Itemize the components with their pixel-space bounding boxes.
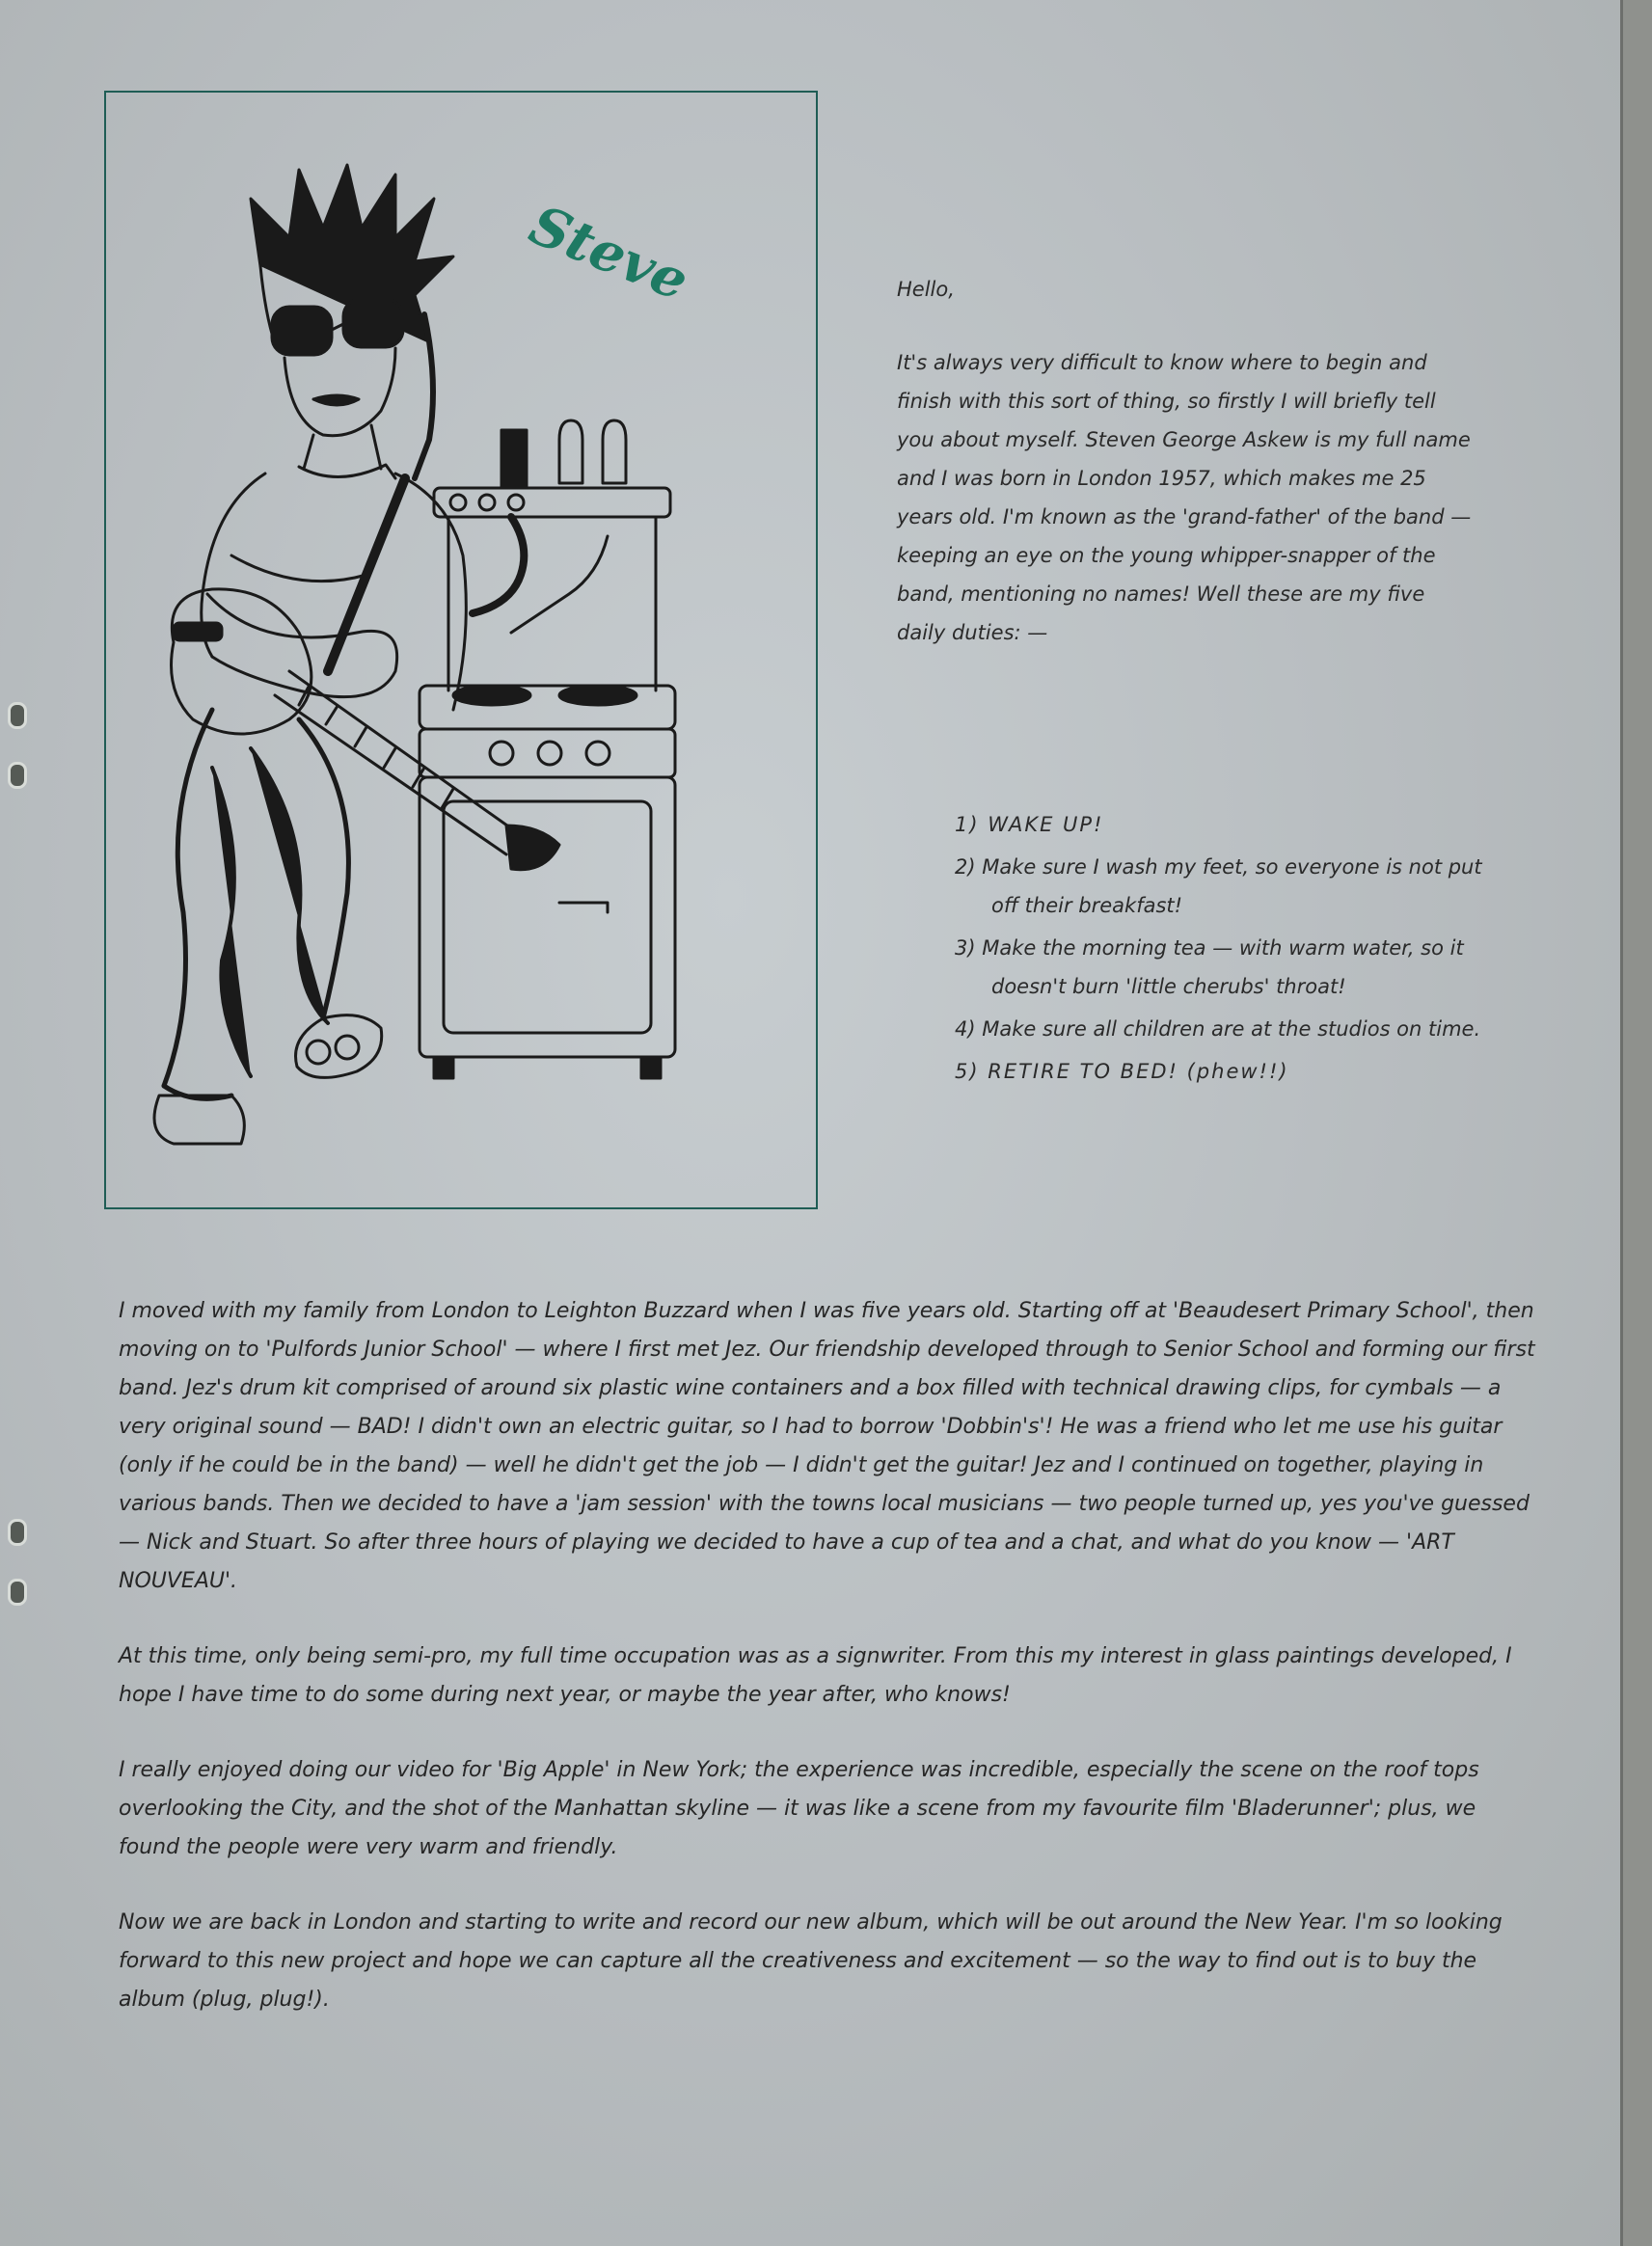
body-paragraph: I really enjoyed doing our video for 'Big Apple' in New York; the experience was incredible, especially the scene on the roof tops overlooking the City, and the shot of the Manhattan skyline — it was like a scene from my favourite film 'Bladerunner'; plus, we found the people were very warm and friendly. bbox=[119, 1758, 1479, 1859]
duty-item: 5) RETIRE TO BED! (phew!!) bbox=[955, 1060, 1289, 1083]
illustration-frame bbox=[104, 91, 818, 1209]
biography-text bbox=[119, 1292, 1536, 2056]
duty-item: 3) Make the morning tea — with warm water, so it doesn't burn 'little cherubs' throat! bbox=[955, 936, 1464, 998]
staple-hole bbox=[8, 1519, 27, 1546]
duty-item: 2) Make sure I wash my feet, so everyone is not put off their breakfast! bbox=[955, 855, 1482, 917]
intro-paragraph: It's always very difficult to know where to begin and finish with this sort of thing, so firstly I will briefly tell you about myself. Steven George Askew is my full name and I was born in London 1957, which makes me 25 years old. I'm known as the 'grand-father' of the band — keeping an eye on the young whipper-snapper of the band, mentioning no names! Well these are my five daily duties: — bbox=[897, 351, 1472, 644]
greeting: Hello, bbox=[897, 278, 955, 301]
daily-duties-list bbox=[955, 805, 1495, 1095]
duty-item: 1) WAKE UP! bbox=[955, 813, 1104, 836]
signature-steve: Steve bbox=[521, 193, 697, 313]
intro-letter bbox=[897, 270, 1476, 652]
staple-hole bbox=[8, 1579, 27, 1606]
duty-item: 4) Make sure all children are at the studios on time. bbox=[955, 1017, 1481, 1041]
body-paragraph: At this time, only being semi-pro, my full time occupation was as a signwriter. From this my interest in glass paintings developed, I hope I have time to do some during next year, or maybe the year after, who knows! bbox=[119, 1644, 1512, 1707]
staple-hole bbox=[8, 762, 27, 789]
body-paragraph: I moved with my family from London to Leighton Buzzard when I was five years old. Starting off at 'Beaudesert Primary School', then moving on to 'Pulfords Junior School' — where I first met Jez. Our friendship developed through to Senior School and forming our first band. Jez's drum kit comprised of around six plastic wine containers and a box filled with technical drawing clips, for cymbals — a very original sound — BAD! I didn't own an electric guitar, so I had to borrow 'Dobbin's'! He was a friend who let me use his guitar (only if he could be in the band) — well he didn't get the job — I didn't get the guitar! Jez and I continued on together, playing in various bands. Then we decided to have a 'jam session' with the towns local musicians — two people turned up, yes you've guessed — Nick and Stuart. So after three hours of playing we decided to have a cup of tea and a chat, and what do you know — 'ART NOUVEAU'. bbox=[119, 1299, 1535, 1593]
staple-hole bbox=[8, 702, 27, 729]
cartoon-illustration bbox=[106, 93, 820, 1211]
body-paragraph: Now we are back in London and starting to write and record our new album, which will be out around the New Year. I'm so looking forward to this new project and hope we can capture all the creativeness and excitement — so the way to find out is to buy the album (plug, plug!). bbox=[119, 1910, 1503, 2012]
